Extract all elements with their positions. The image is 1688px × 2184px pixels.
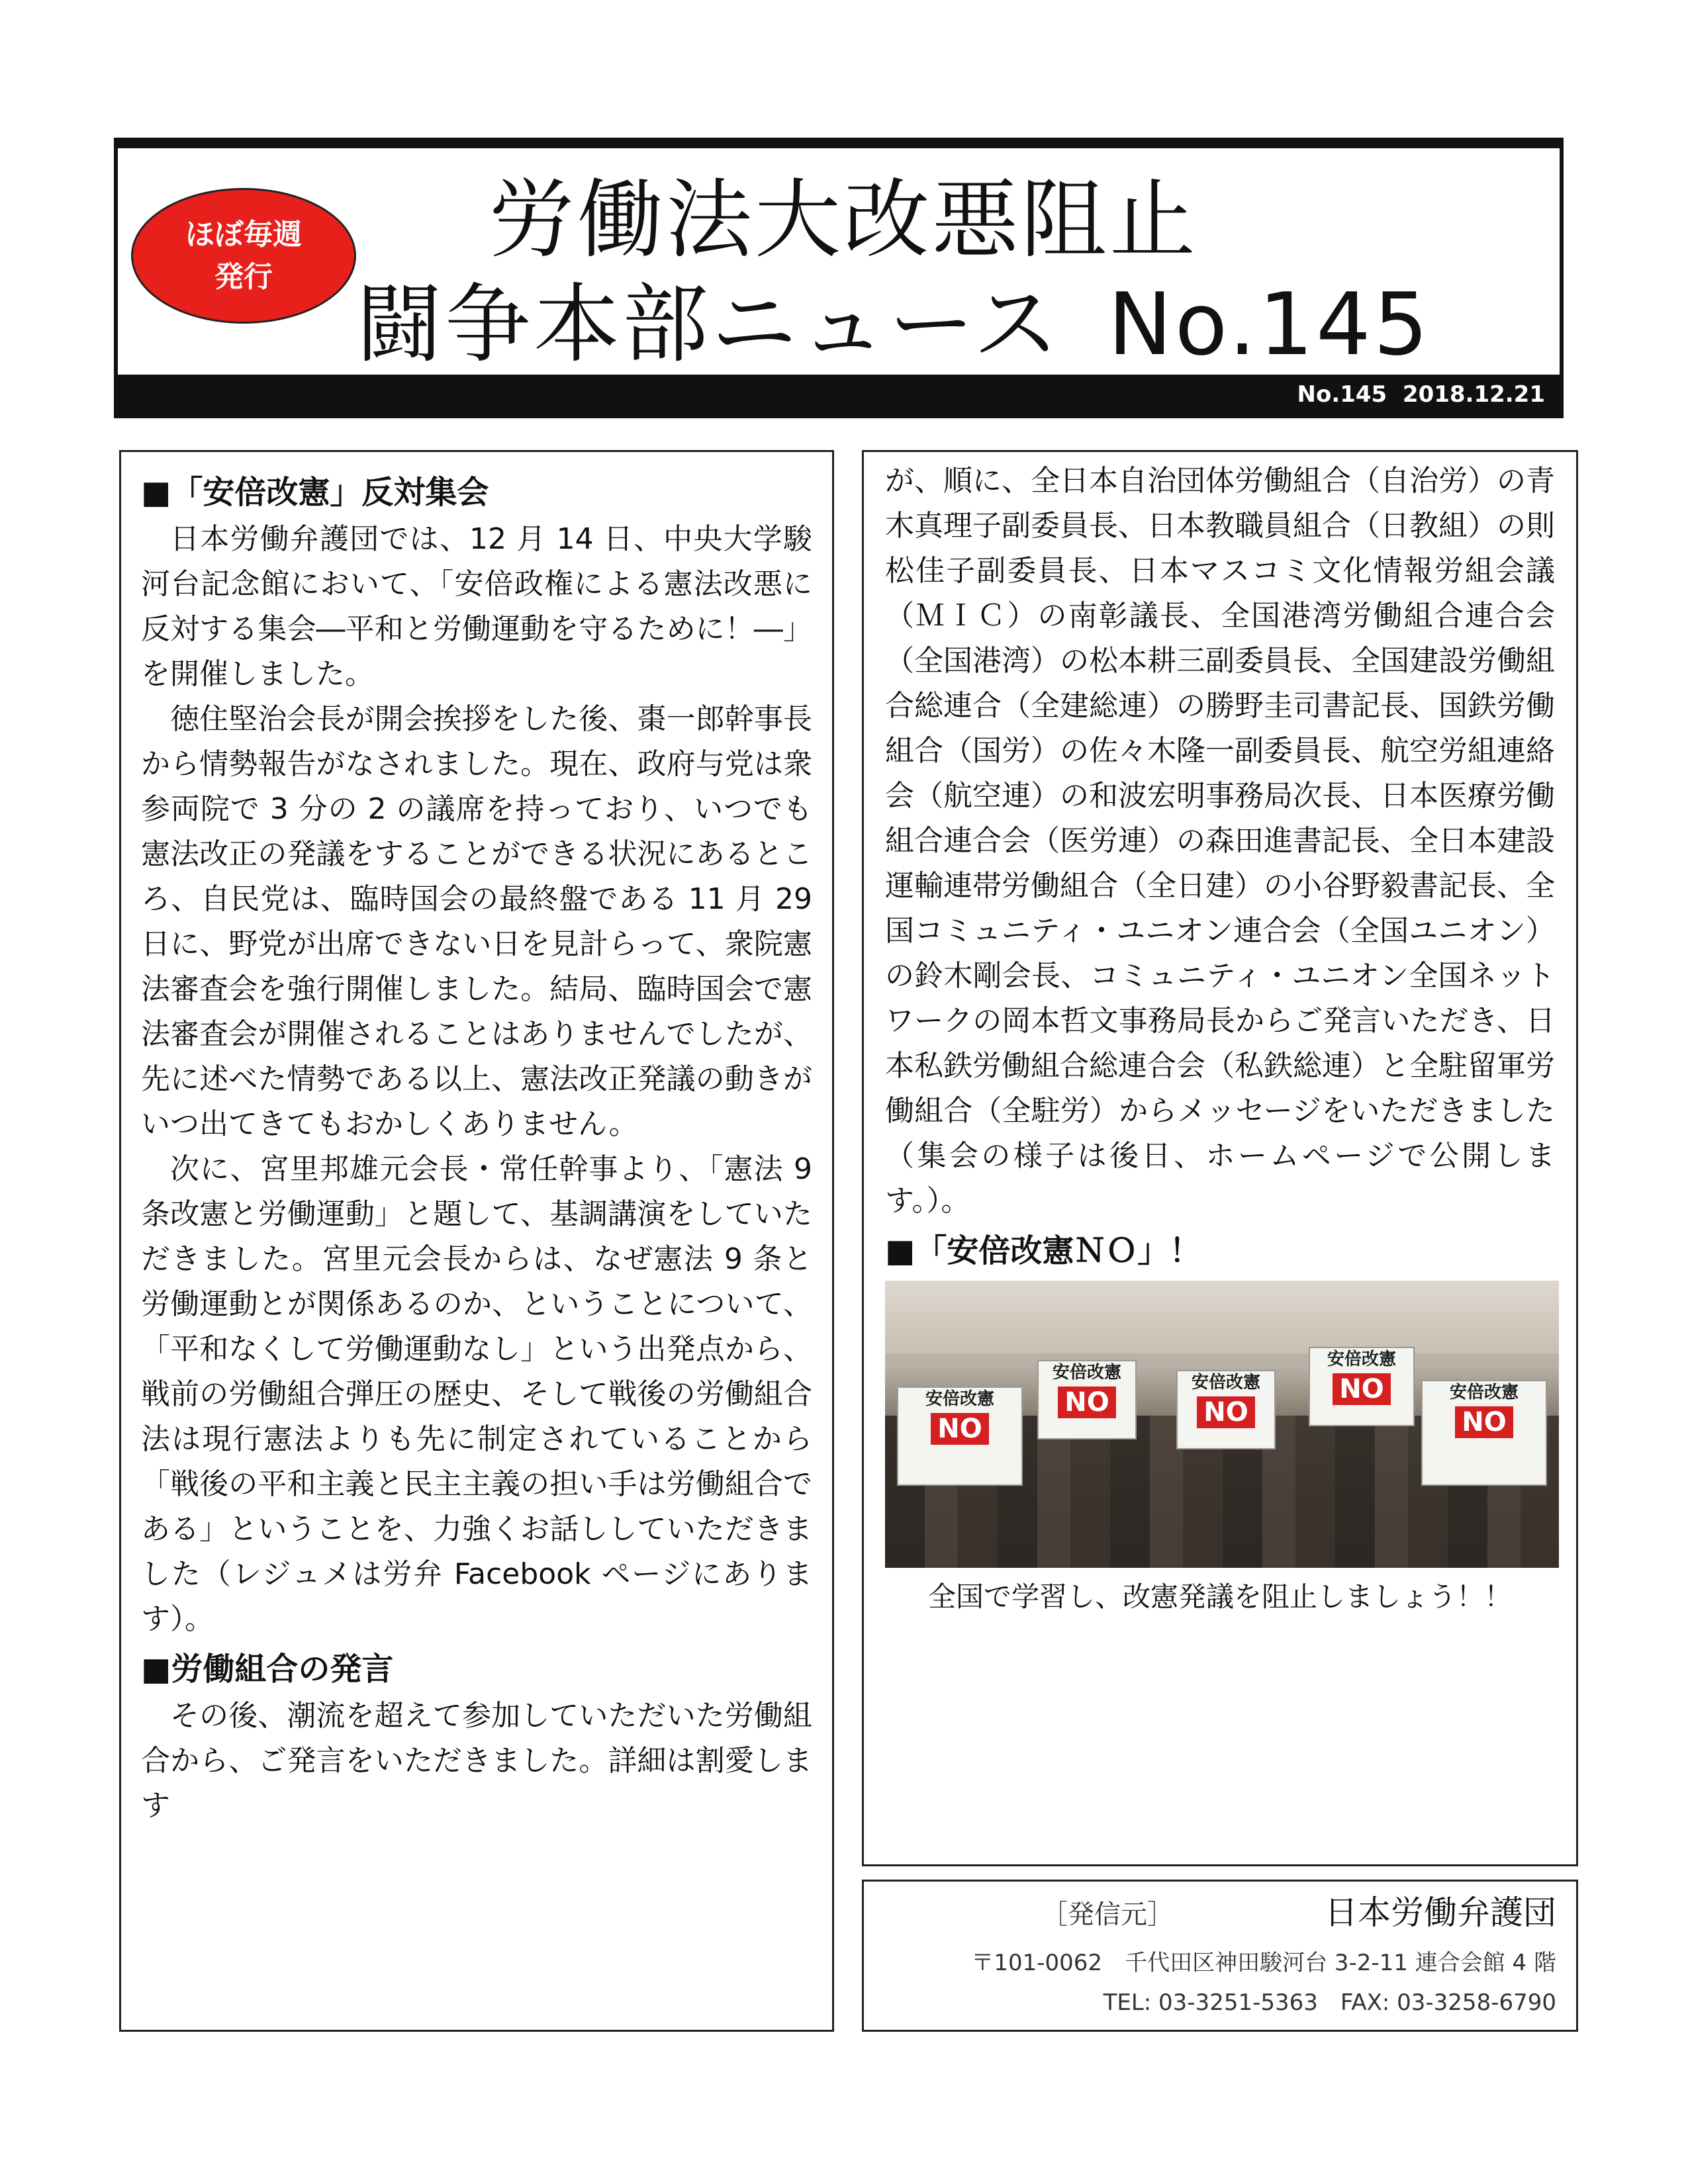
protest-sign-text: 安倍改憲: [1449, 1383, 1519, 1402]
sender-box: [862, 1880, 1578, 2032]
sender-phone-fax: TEL: 03-3251-5363 FAX: 03-3258-6790: [1103, 1989, 1556, 2016]
protest-sign: [1037, 1360, 1137, 1439]
section-heading-abe-no: ■「安倍改憲ＮＯ」！: [885, 1232, 1201, 1269]
protest-sign-text: 安倍改憲: [1327, 1349, 1396, 1369]
left-column: [119, 450, 834, 2032]
newsletter-title-number: No.145: [1107, 274, 1431, 375]
protest-sign: [1309, 1347, 1415, 1426]
protest-sign-no: NO: [1333, 1373, 1390, 1405]
protest-sign-text: 安倍改憲: [1052, 1363, 1121, 1383]
issue-date: 2018.12.21: [1402, 381, 1545, 408]
rally-photo: [885, 1281, 1559, 1568]
section-heading-union-remarks: ■労働組合の発言: [141, 1651, 394, 1688]
photo-caption: 全国で学習し、改憲発議を阻止しましょう！！: [927, 1580, 1512, 1613]
paragraph-rally-intro: 日本労働弁護団では、12 月 14 日、中央大学駿河台記念館において、「安倍政権による憲法改悪に反対する集会―平和と労働運動を守るために！―」を開催しました。: [141, 522, 812, 691]
protest-sign: [1421, 1380, 1547, 1486]
sender-address: 〒101-0062 千代田区神田駿河台 3-2-11 連合会館 4 階: [971, 1950, 1556, 1976]
sender-label: ［発信元］: [1041, 1899, 1174, 1930]
protest-sign-text: 安倍改憲: [1191, 1373, 1260, 1392]
badge-line-1: ほぼ毎週: [185, 217, 302, 251]
badge-line-2: 発行: [214, 259, 273, 294]
protest-sign-no: NO: [1455, 1406, 1513, 1438]
issue-number: No.145: [1297, 381, 1387, 408]
paragraph-union-remarks: その後、潮流を超えて参加していただいた労働組合から、ご発言をいただきました。詳細は割愛します: [141, 1699, 812, 1823]
protest-sign-text: 安倍改憲: [925, 1389, 994, 1409]
photo-ceiling: [885, 1281, 1559, 1353]
paragraph-keynote: 次に、宮里邦雄元会長・常任幹事より、「憲法 9 条改憲と労働運動」と題して、基調講演をしていただきました。宮里元会長からは、なぜ憲法 9 条と労働運動とが関係あるのか、ということについて、「平和なくして労働運動なし」という出発点から、戦前の労働組合弾圧の歴史、そして戦後の労働組合法は現行憲法よりも先に制定されていることから「戦後の平和主義と民主主義の担い手は労働組合である」ということを、力強くお話ししていただきました（レジュメは労弁 Facebook ページにあります）。: [141, 1152, 812, 1636]
protest-sign-no: NO: [1197, 1396, 1254, 1428]
paragraph-union-list: が、順に、全日本自治団体労働組合（自治労）の青木真理子副委員長、日本教職員組合（日教組）の則松佳子副委員長、日本マスコミ文化情報労組会議（ＭＩＣ）の南彰議長、全国港湾労働組合連合会（全国港湾）の松本耕三副委員長、全国建設労働組合総連合（全建総連）の勝野圭司書記長、国鉄労働組合（国労）の佐々木隆一副委員長、航空労組連絡会（航空連）の和波宏明事務局次長、日本医療労働組合連合会（医労連）の森田進書記長、全日本建設運輸連帯労働組合（全日建）の小谷野毅書記長、全国コミュニティ・ユニオン連合会（全国ユニオン）の鈴木剛会長、コミュニティ・ユニオン全国ネットワークの岡本哲文事務局長からご発言いただき、日本私鉄労働組合総連合会（私鉄総連）と全駐留軍労働組合（全駐労）からメッセージをいただきました（集会の様子は後日、ホームページで公開します。）。: [885, 464, 1555, 1218]
protest-sign-no: NO: [1058, 1387, 1115, 1418]
weekly-badge: [131, 188, 356, 324]
newsletter-title-text: 闘争本部ニュース: [356, 274, 1062, 375]
protest-sign-no: NO: [931, 1413, 988, 1445]
paragraph-situation-report: 徳住堅治会長が開会挨拶をした後、棗一郎幹事長から情勢報告がなされました。現在、政府与党は衆参両院で 3 分の 2 の議席を持っており、いつでも憲法改正の発議をすることができる状況にあるところ、自民党は、臨時国会の最終盤である 11 月 29 日に、野党が出席できない日を見計らって、衆院憲法審査会を強行開催しました。結局、臨時国会で憲法審査会が開催されることはありませんでしたが、先に述べた情勢である以上、憲法改正発議の動きがいつ出てきてもおかしくありません。: [141, 702, 812, 1141]
protest-sign: [1176, 1370, 1276, 1449]
sender-organization: 日本労働弁護団: [1325, 1893, 1556, 1932]
protest-sign: [897, 1387, 1023, 1486]
right-column: [862, 450, 1578, 1866]
issue-dateline: [118, 375, 1560, 414]
masthead: [114, 138, 1564, 418]
section-heading-rally: ■「安倍改憲」反対集会: [141, 474, 489, 511]
newsletter-title-line-1: 労働法大改悪阻止: [489, 169, 1199, 270]
newsletter-title-line-2: [356, 271, 1430, 377]
